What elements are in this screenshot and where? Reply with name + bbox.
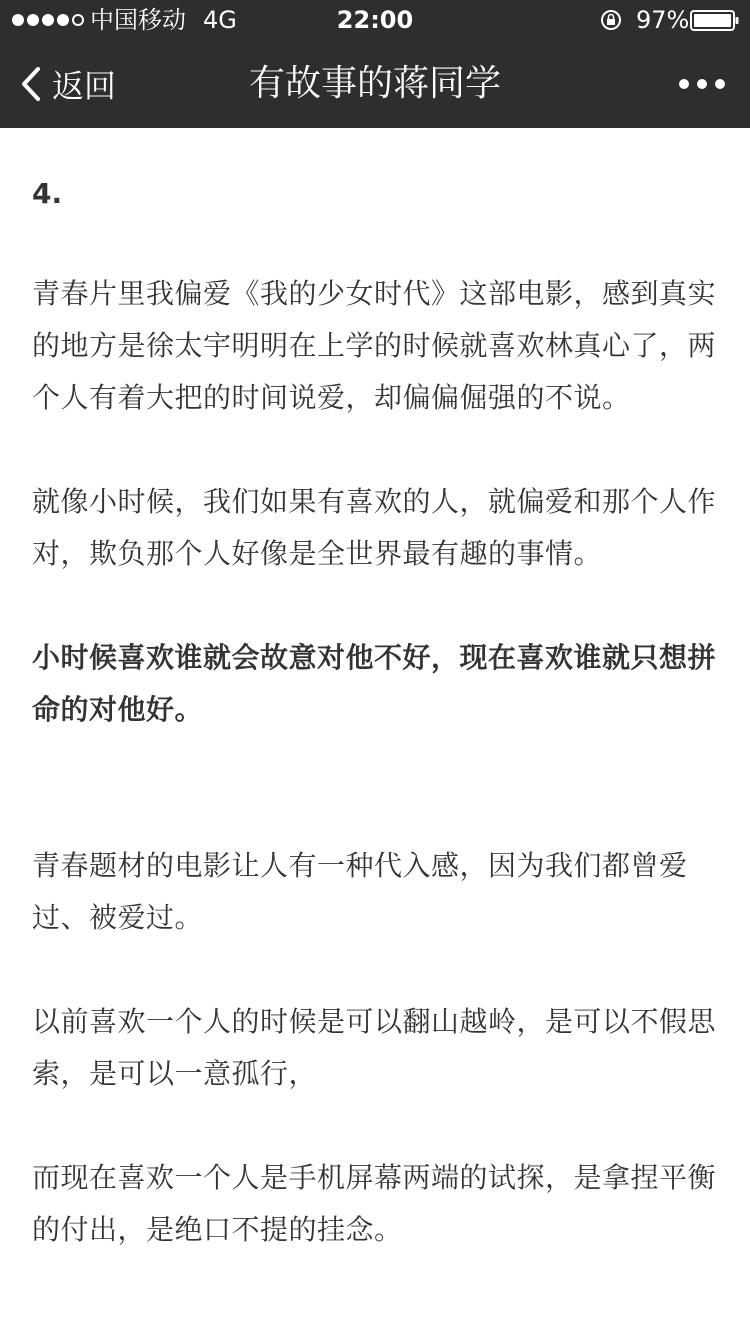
back-button[interactable] — [18, 56, 116, 112]
paragraph: 青春题材的电影让人有一种代入感，因为我们都曾爱过、被爱过。 — [32, 849, 688, 934]
chevron-left-icon — [18, 66, 44, 102]
rotation-lock-icon — [600, 9, 622, 31]
paragraph: 以前喜欢一个人的时候是可以翻山越岭，是可以不假思索，是可以一意孤行， — [32, 1005, 717, 1090]
network-type: 4G — [203, 6, 237, 34]
more-dots-icon[interactable] — [672, 64, 732, 104]
paragraph-bold: 小时候喜欢谁就会故意对他不好，现在喜欢谁就只想拼命的对他好。 — [32, 641, 717, 726]
battery-percent: 97% — [636, 6, 690, 34]
article-body — [32, 128, 722, 1256]
section-number: 4. — [32, 177, 63, 210]
battery-icon — [690, 10, 740, 31]
status-bar — [0, 0, 750, 40]
status-time: 22:00 — [336, 6, 414, 34]
nav-bar — [0, 40, 750, 128]
paragraph: 青春片里我偏爱《我的少女时代》这部电影，感到真实的地方是徐太宇明明在上学的时候就喜欢林真心了，两个人有着大把的时间说爱，却偏偏倔强的不说。 — [32, 277, 717, 414]
paragraph: 而现在喜欢一个人是手机屏幕两端的试探，是拿捏平衡的付出，是绝口不提的挂念。 — [32, 1161, 717, 1246]
app-header — [0, 0, 750, 128]
carrier-name: 中国移动 — [90, 6, 186, 34]
paragraph: 就像小时候，我们如果有喜欢的人，就偏爱和那个人作对，欺负那个人好像是全世界最有趣的事情。 — [32, 485, 717, 570]
back-label: 返回 — [52, 67, 117, 105]
page-title: 有故事的蒋同学 — [248, 63, 501, 104]
